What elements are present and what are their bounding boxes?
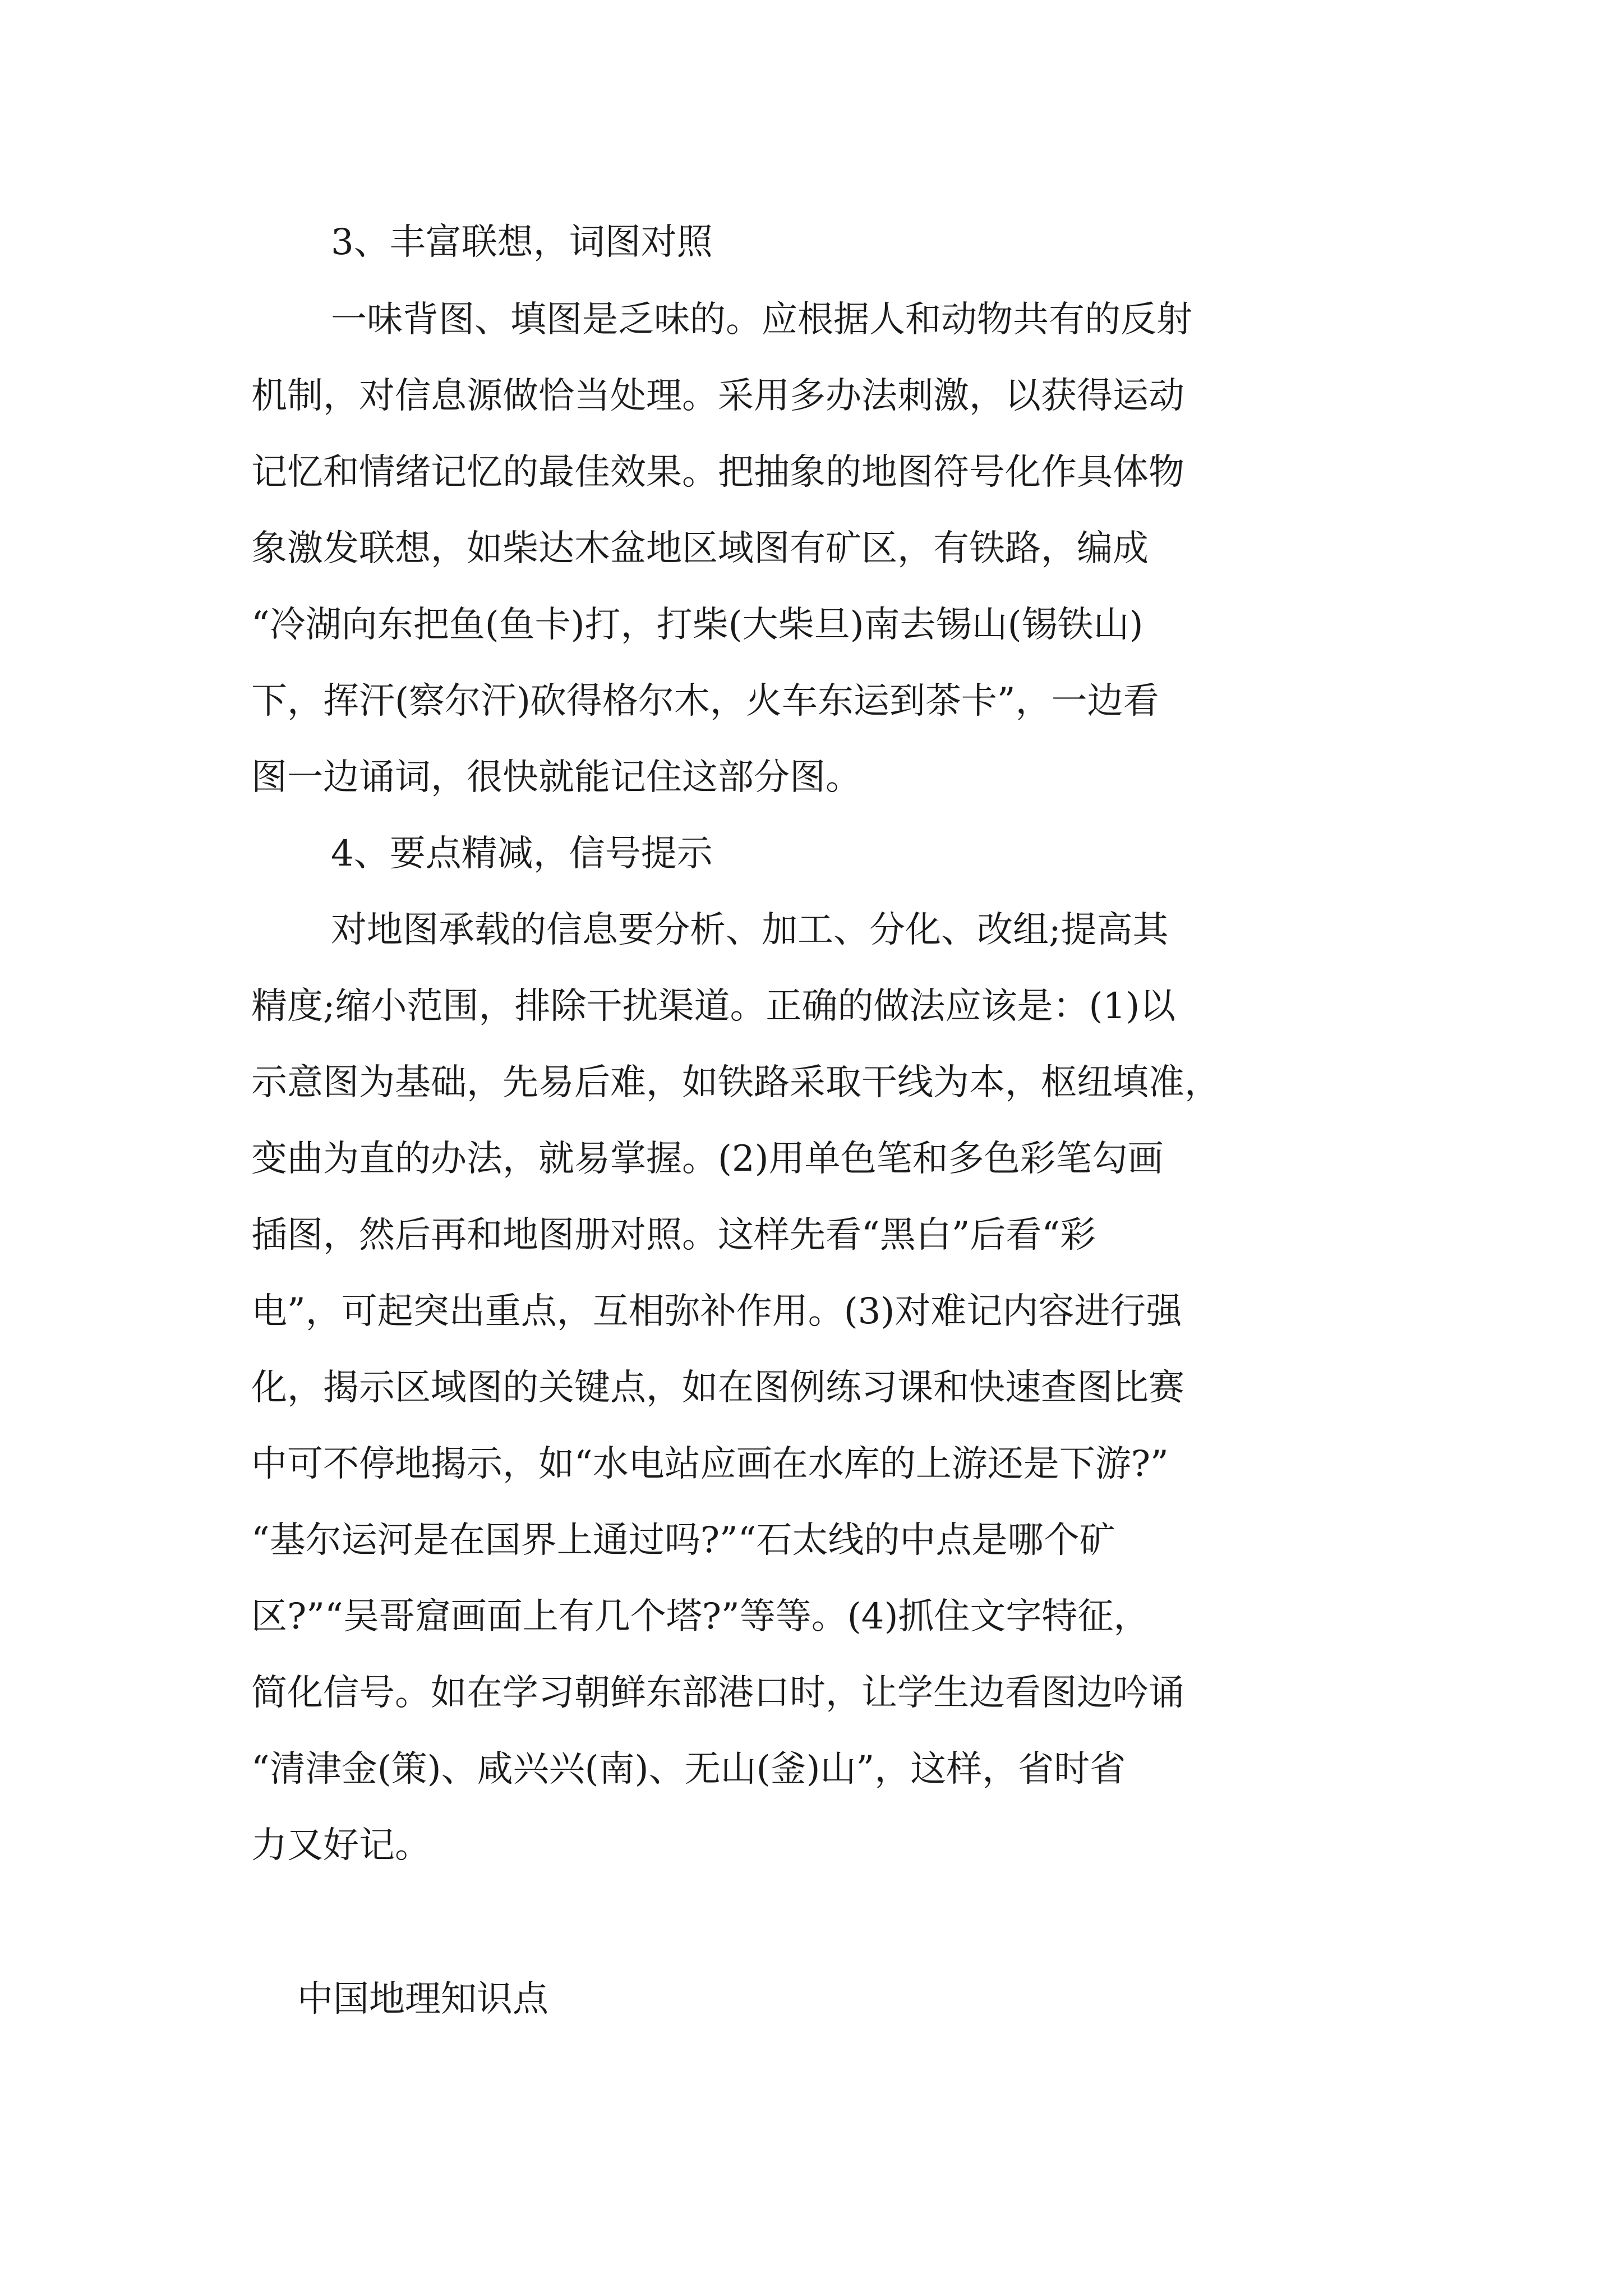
section-3-heading: 3、丰富联想，词图对照	[331, 222, 713, 263]
section-4-line-10: 区?”“吴哥窟画面上有几个塔?”等等。(4)抓住文字特征，	[251, 1596, 1150, 1637]
section-4-line-13: 力又好记。	[251, 1825, 431, 1866]
section-4-line-6: 电”，可起突出重点，互相弥补作用。(3)对难记内容进行强	[251, 1291, 1182, 1332]
section-4-line-7: 化，揭示区域图的关键点，如在图例练习课和快速查图比赛	[251, 1367, 1184, 1409]
footer-title: 中国地理知识点	[297, 1978, 548, 2020]
section-4-line-8: 中可不停地揭示，如“水电站应画在水库的上游还是下游?”	[251, 1443, 1169, 1485]
section-4-line-3: 示意图为基础，先易后难，如铁路采取干线为本，枢纽填准，	[251, 1062, 1220, 1103]
section-4-heading: 4、要点精减，信号提示	[331, 833, 713, 875]
section-4-line-9: “基尔运河是在国界上通过吗?”“石太线的中点是哪个矿	[251, 1520, 1115, 1561]
section-3-line-2: 机制，对信息源做恰当处理。采用多办法刺激，以获得运动	[251, 375, 1184, 417]
section-3-line-7: 图一边诵词，很快就能记住这部分图。	[251, 757, 861, 798]
section-3-line-1: 一味背图、填图是乏味的。应根据人和动物共有的反射	[331, 299, 1192, 341]
section-3-line-4: 象激发联想，如柴达木盆地区域图有矿区，有铁路，编成	[251, 528, 1149, 569]
section-4-line-5: 插图，然后再和地图册对照。这样先看“黑白”后看“彩	[251, 1214, 1096, 1256]
section-3-line-3: 记忆和情绪记忆的最佳效果。把抽象的地图符号化作具体物	[251, 452, 1184, 493]
section-4-line-2: 精度;缩小范围，排除干扰渠道。正确的做法应该是：(1)以	[251, 986, 1176, 1027]
section-4-line-1: 对地图承载的信息要分析、加工、分化、改组;提高其	[331, 909, 1169, 951]
section-3-line-5: “冷湖向东把鱼(鱼卡)打，打柴(大柴旦)南去锡山(锡铁山)	[251, 604, 1144, 646]
section-4-line-11: 简化信号。如在学习朝鲜东部港口时，让学生边看图边吟诵	[251, 1672, 1184, 1714]
section-4-line-12: “清津金(策)、咸兴兴(南)、无山(釜)山”，这样，省时省	[251, 1749, 1126, 1790]
section-3-line-6: 下，挥汗(察尔汗)砍得格尔木，火车东运到茶卡”，一边看	[251, 680, 1159, 722]
section-4-line-4: 变曲为直的办法，就易掌握。(2)用单色笔和多色彩笔勾画	[251, 1138, 1164, 1180]
